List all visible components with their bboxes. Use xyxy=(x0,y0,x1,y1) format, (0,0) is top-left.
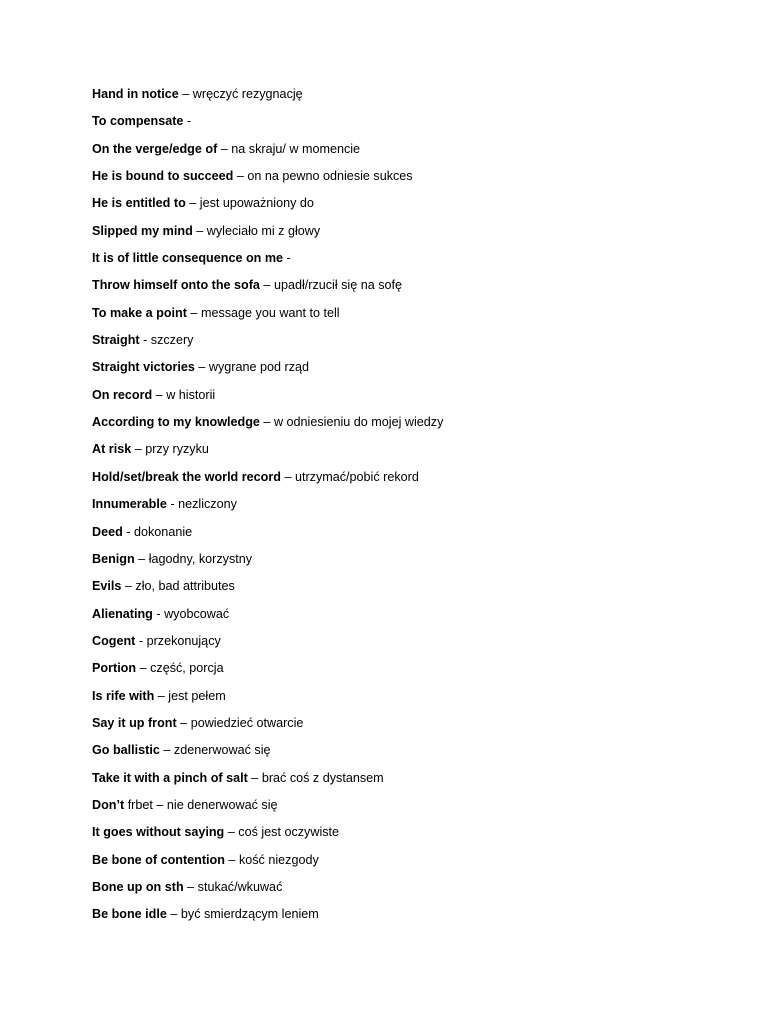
vocab-meaning: kość niezgody xyxy=(238,852,319,867)
vocab-entry xyxy=(92,877,752,904)
vocab-separator: – xyxy=(259,415,274,430)
vocab-term: Be bone of contention xyxy=(92,852,225,867)
vocab-meaning: stukać/wkuwać xyxy=(197,879,283,894)
vocab-entry xyxy=(92,494,752,521)
vocab-entry xyxy=(92,166,752,193)
vocab-term: To make a point xyxy=(92,305,187,320)
vocab-term: Throw himself onto the sofa xyxy=(92,278,260,293)
vocab-entry xyxy=(92,740,752,767)
vocab-separator: - xyxy=(166,497,179,512)
vocab-meaning: powiedzieć otwarcie xyxy=(190,715,304,730)
vocab-separator: – xyxy=(152,387,167,402)
vocab-term: Innumerable xyxy=(92,497,167,512)
vocab-term: Slipped my mind xyxy=(92,223,193,238)
vocab-separator: – xyxy=(121,579,136,594)
vocab-term: Alienating xyxy=(92,606,153,621)
vocab-meaning: w historii xyxy=(166,387,216,402)
vocab-entry xyxy=(92,795,752,822)
vocab-meaning: zło, bad attributes xyxy=(135,579,235,594)
vocab-term: Deed xyxy=(92,524,123,539)
vocab-separator: – xyxy=(280,469,295,484)
vocab-separator: - xyxy=(152,606,165,621)
vocab-entry xyxy=(92,549,752,576)
vocab-term: Go ballistic xyxy=(92,743,160,758)
vocab-term: Hold/set/break the world record xyxy=(92,469,281,484)
vocab-meaning: frbet – nie denerwować się xyxy=(127,797,278,812)
vocab-entry xyxy=(92,604,752,631)
vocab-entry xyxy=(92,248,752,275)
vocab-term: It goes without saying xyxy=(92,825,225,840)
vocab-meaning: dokonanie xyxy=(134,524,193,539)
vocab-term: At risk xyxy=(92,442,132,457)
vocab-term: According to my knowledge xyxy=(92,415,260,430)
vocab-entry xyxy=(92,275,752,302)
vocabulary-list xyxy=(92,84,752,932)
vocab-separator: – xyxy=(185,196,200,211)
vocab-term: Benign xyxy=(92,551,135,566)
vocab-term: Evils xyxy=(92,579,122,594)
vocab-entry xyxy=(92,522,752,549)
vocab-term: To compensate xyxy=(92,114,184,129)
vocab-term: It is of little consequence on me xyxy=(92,251,284,266)
vocab-separator: – xyxy=(131,442,146,457)
vocab-meaning: zdenerwować się xyxy=(173,743,271,758)
vocab-entry xyxy=(92,330,752,357)
vocab-separator: – xyxy=(183,879,198,894)
vocab-separator: – xyxy=(259,278,274,293)
vocab-meaning: łagodny, korzystny xyxy=(148,551,253,566)
vocab-separator: – xyxy=(176,715,191,730)
vocab-meaning: wyleciało mi z głowy xyxy=(206,223,321,238)
vocab-entry xyxy=(92,713,752,740)
vocab-entry xyxy=(92,412,752,439)
vocab-entry xyxy=(92,111,752,138)
vocab-entry xyxy=(92,193,752,220)
vocab-entry xyxy=(92,467,752,494)
vocab-separator: - xyxy=(135,633,147,648)
vocab-meaning: message you want to tell xyxy=(200,305,340,320)
vocab-separator: – xyxy=(224,825,239,840)
vocab-meaning: wygrane pod rząd xyxy=(208,360,310,375)
vocab-entry xyxy=(92,850,752,877)
vocab-meaning: przy ryzyku xyxy=(145,442,209,457)
vocab-entry xyxy=(92,576,752,603)
vocab-separator: - xyxy=(122,524,134,539)
vocab-entry xyxy=(92,822,752,849)
vocab-separator: – xyxy=(154,688,169,703)
vocab-term: Don’t xyxy=(92,797,125,812)
vocab-meaning: szczery xyxy=(150,333,194,348)
vocab-entry xyxy=(92,768,752,795)
vocab-meaning: brać coś z dystansem xyxy=(261,770,384,785)
vocab-meaning: przekonujący xyxy=(146,633,221,648)
vocab-separator: – xyxy=(186,305,201,320)
vocab-separator: – xyxy=(247,770,262,785)
vocab-term: Cogent xyxy=(92,633,136,648)
vocab-term: He is bound to succeed xyxy=(92,169,234,184)
vocab-entry xyxy=(92,439,752,466)
vocab-meaning: utrzymać/pobić rekord xyxy=(294,469,419,484)
vocab-term: Say it up front xyxy=(92,715,177,730)
vocab-meaning: jest upoważniony do xyxy=(199,196,314,211)
vocab-meaning: on na pewno odniesie sukces xyxy=(247,169,413,184)
vocab-separator: – xyxy=(217,141,232,156)
vocab-term: Bone up on sth xyxy=(92,879,184,894)
vocab-term: Hand in notice xyxy=(92,87,179,101)
vocab-meaning: na skraju/ w momencie xyxy=(231,141,361,156)
vocab-term: On the verge/edge of xyxy=(92,141,218,156)
vocab-entry xyxy=(92,385,752,412)
vocab-term: Be bone idle xyxy=(92,907,167,922)
vocab-meaning: wyobcować xyxy=(164,606,230,621)
vocab-term: On record xyxy=(92,387,153,402)
vocab-term: He is entitled to xyxy=(92,196,186,211)
vocab-meaning: w odniesieniu do mojej wiedzy xyxy=(273,415,444,430)
vocab-entry xyxy=(92,84,752,111)
vocab-separator: – xyxy=(233,169,248,184)
vocab-meaning: wręczyć rezygnację xyxy=(192,87,303,101)
vocab-meaning: część, porcja xyxy=(150,661,224,676)
vocab-entry xyxy=(92,904,752,931)
vocab-entry xyxy=(92,303,752,330)
vocab-meaning: być smierdzącym leniem xyxy=(180,907,319,922)
vocab-separator: – xyxy=(134,551,149,566)
vocab-separator: – xyxy=(178,87,193,101)
vocab-meaning: coś jest oczywiste xyxy=(238,825,340,840)
vocab-separator: - xyxy=(283,251,291,266)
vocab-separator: – xyxy=(166,907,181,922)
vocab-entry xyxy=(92,658,752,685)
vocab-entry xyxy=(92,686,752,713)
vocab-separator: – xyxy=(136,661,151,676)
vocab-term: Straight victories xyxy=(92,360,195,375)
vocab-term: Take it with a pinch of salt xyxy=(92,770,248,785)
vocab-meaning: upadł/rzucił się na sofę xyxy=(273,278,403,293)
vocab-separator: – xyxy=(159,743,174,758)
vocab-entry xyxy=(92,221,752,248)
vocab-term: Straight xyxy=(92,333,140,348)
vocab-entry xyxy=(92,631,752,658)
vocab-meaning: nezliczony xyxy=(178,497,237,512)
vocab-separator: - xyxy=(183,114,192,129)
vocab-separator: – xyxy=(194,360,209,375)
vocab-term: Is rife with xyxy=(92,688,155,703)
vocab-separator: – xyxy=(224,852,239,867)
vocab-separator: - xyxy=(139,333,151,348)
vocab-term: Portion xyxy=(92,661,137,676)
vocab-entry xyxy=(92,139,752,166)
vocab-separator: – xyxy=(192,223,207,238)
vocab-meaning: jest pełem xyxy=(168,688,226,703)
vocab-entry xyxy=(92,357,752,384)
